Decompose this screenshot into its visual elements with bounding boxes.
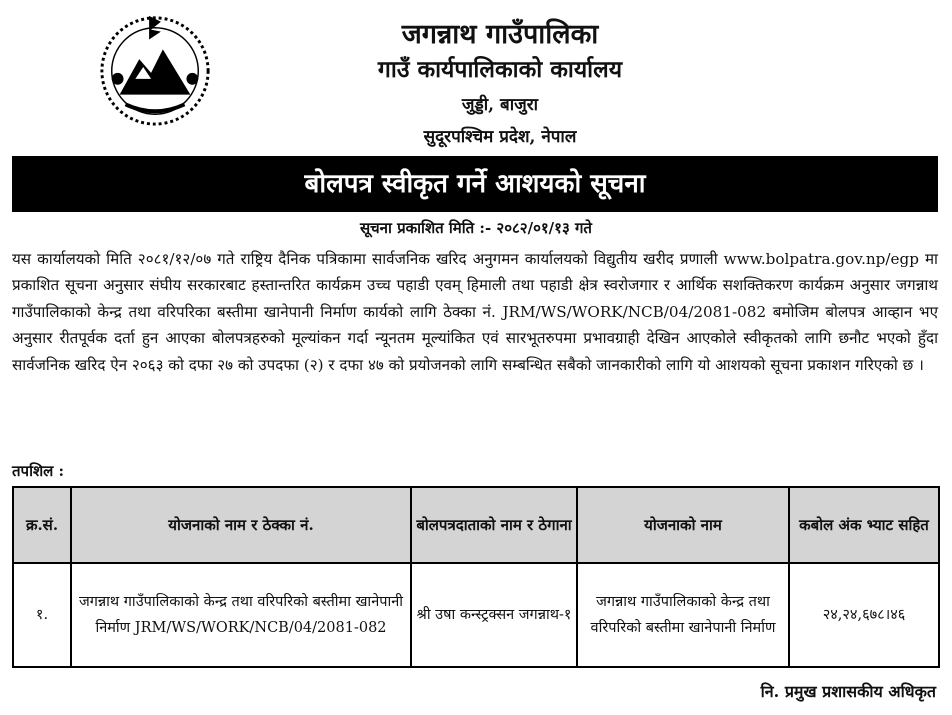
- cell-amount: २४,२४,६७८।४६: [789, 563, 939, 667]
- header-bidder: बोलपत्रदाताको नाम र ठेगाना: [411, 487, 577, 563]
- header-sn: क्र.सं.: [13, 487, 71, 563]
- municipality-name: जगन्नाथ गाउँपालिका: [401, 19, 599, 50]
- notice-body: यस कार्यालयको मिति २०८१/१२/०७ गते राष्ट्रिय दैनिक पत्रिकामा सार्वजनिक खरिद अनुगमन कार्यालयको विद्युतीय खरीद प्रणाली www.bolpatra.gov.np/egp मा प्रकाशित सूचना अनुसार संघीय सरकारबाट हस्तान्तरित कार्यक्रम उच्च पहाडी एवम् हिमाली तथा पहाडी क्षेत्र स्वरोजगार र आर्थिक सशक्तिकरण कार्यक्रम अनुसार जगन्नाथ गाउँपालिकाको केन्द्र तथा वरिपरिका बस्तीमा खानेपानी निर्माण कार्यको लागि ठेक्का नं. JRM/WS/WORK/NCB/04/2081-082 बमोजिम बोलपत्र आव्हान भए अनुसार रीतपूर्वक दर्ता हुन आएका बोलपत्रहरुको मूल्यांकन गर्दा न्यूनतम मूल्यांकित एवं सारभूतरुपमा प्रभावग्राही देखिन आएकोले स्वीकृतको लागि छनौट भएको हुँदा सार्वजनिक खरिद ऐन २०६३ को दफा २७ को उपदफा (२) र दफा ४७ को प्रयोजनको लागि सम्बन्धित सबैको जानकारीको लागि यो आशयको सूचना प्रकाशन गरिएको छ ।: [12, 250, 938, 374]
- office-location: जुड्डी, बाजुरा: [461, 95, 539, 115]
- cell-project-contract: जगन्नाथ गाउँपालिकाको केन्द्र तथा वरिपरिको बस्तीमा खानेपानी निर्माण JRM/WS/WORK/NCB/04/2081-082: [71, 563, 411, 667]
- cell-bidder: श्री उषा कन्स्ट्रक्सन जगन्नाथ-१: [411, 563, 577, 667]
- header-project-contract: योजनाको नाम र ठेक्का नं.: [71, 487, 411, 563]
- table-row: [13, 563, 939, 667]
- published-date: सूचना प्रकाशित मिति :- २०८२/०१/१३ गते: [360, 219, 592, 237]
- signatory-title: नि. प्रमुख प्रशासकीय अधिकृत: [760, 682, 936, 701]
- office-name: गाउँ कार्यपालिकाको कार्यालय: [377, 56, 623, 83]
- notice-title: बोलपत्र स्वीकृत गर्ने आशयको सूचना: [12, 156, 938, 212]
- details-label: तपशिल :: [12, 462, 65, 480]
- header-project-name: योजनाको नाम: [577, 487, 789, 563]
- province-country: सुदूरपश्चिम प्रदेश, नेपाल: [423, 127, 577, 147]
- cell-project-name: जगन्नाथ गाउँपालिकाको केन्द्र तथा वरिपरिको बस्तीमा खानेपानी निर्माण: [577, 563, 789, 667]
- header-amount: कबोल अंक भ्याट सहित: [789, 487, 939, 563]
- award-table: [12, 486, 940, 668]
- table-header-row: [13, 487, 939, 563]
- nepal-government-emblem-icon: [96, 10, 214, 128]
- cell-sn: १.: [13, 563, 71, 667]
